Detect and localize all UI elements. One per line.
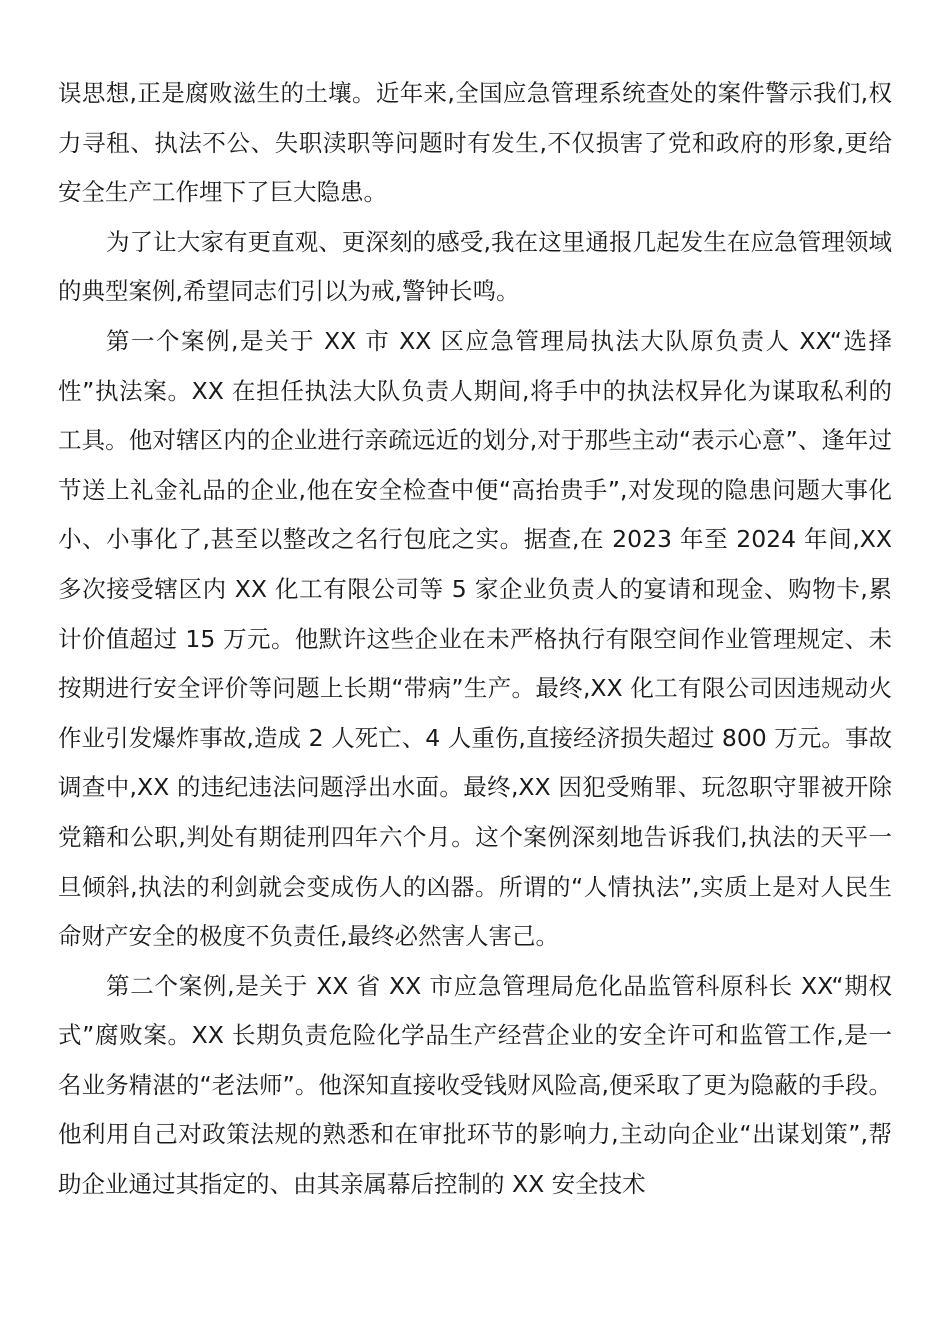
paragraph-2: 为了让大家有更直观、更深刻的感受,我在这里通报几起发生在应急管理领域的典型案例,希望同志们引以为戒,警钟长鸣。 (58, 227, 892, 306)
paragraph-1: 误思想,正是腐败滋生的土壤。近年来,全国应急管理系统查处的案件警示我们,权力寻租、执法不公、失职渎职等问题时有发生,不仅损害了党和政府的形象,更给安全生产工作埋下了巨大隐患。 (58, 79, 892, 207)
paragraph-case-2: 第二个案例,是关于 XX 省 XX 市应急管理局危化品监管科原科长 XX“期权式”腐败案。XX 长期负责危险化学品生产经营企业的安全许可和监管工作,是一名业务精湛的“老法师”。他深知直接收受钱财风险高,便采取了更为隐蔽的手段。他利用自己对政策法规的熟悉和在审批环节的影响力,主动向企业“出谋划策”,帮助企业通过其指定的、由其亲属幕后控制的 XX 安全技术 (58, 971, 892, 1199)
document-body (58, 69, 892, 1210)
paragraph-case-1: 第一个案例,是关于 XX 市 XX 区应急管理局执法大队原负责人 XX“选择性”执法案。XX 在担任执法大队负责人期间,将手中的执法权异化为谋取私利的工具。他对辖区内的企业进行亲疏远近的划分,对于那些主动“表示心意”、逢年过节送上礼金礼品的企业,他在安全检查中便“高抬贵手”,对发现的隐患问题大事化小、小事化了,甚至以整改之名行包庇之实。据查,在 2023 年至 2024 年间,XX 多次接受辖区内 XX 化工有限公司等 5 家企业负责人的宴请和现金、购物卡,累计价值超过 15 万元。他默许这些企业在未严格执行有限空间作业管理规定、未按期进行安全评价等问题上长期“带病”生产。最终,XX 化工有限公司因违规动火作业引发爆炸事故,造成 2 人死亡、4 人重伤,直接经济损失超过 800 万元。事故调查中,XX 的违纪违法问题浮出水面。最终,XX 因犯受贿罪、玩忽职守罪被开除党籍和公职,判处有期徒刑四年六个月。这个案例深刻地告诉我们,执法的天平一旦倾斜,执法的利剑就会变成伤人的凶器。所谓的“人情执法”,实质上是对人民生命财产安全的极度不负责任,最终必然害人害己。 (58, 326, 892, 951)
